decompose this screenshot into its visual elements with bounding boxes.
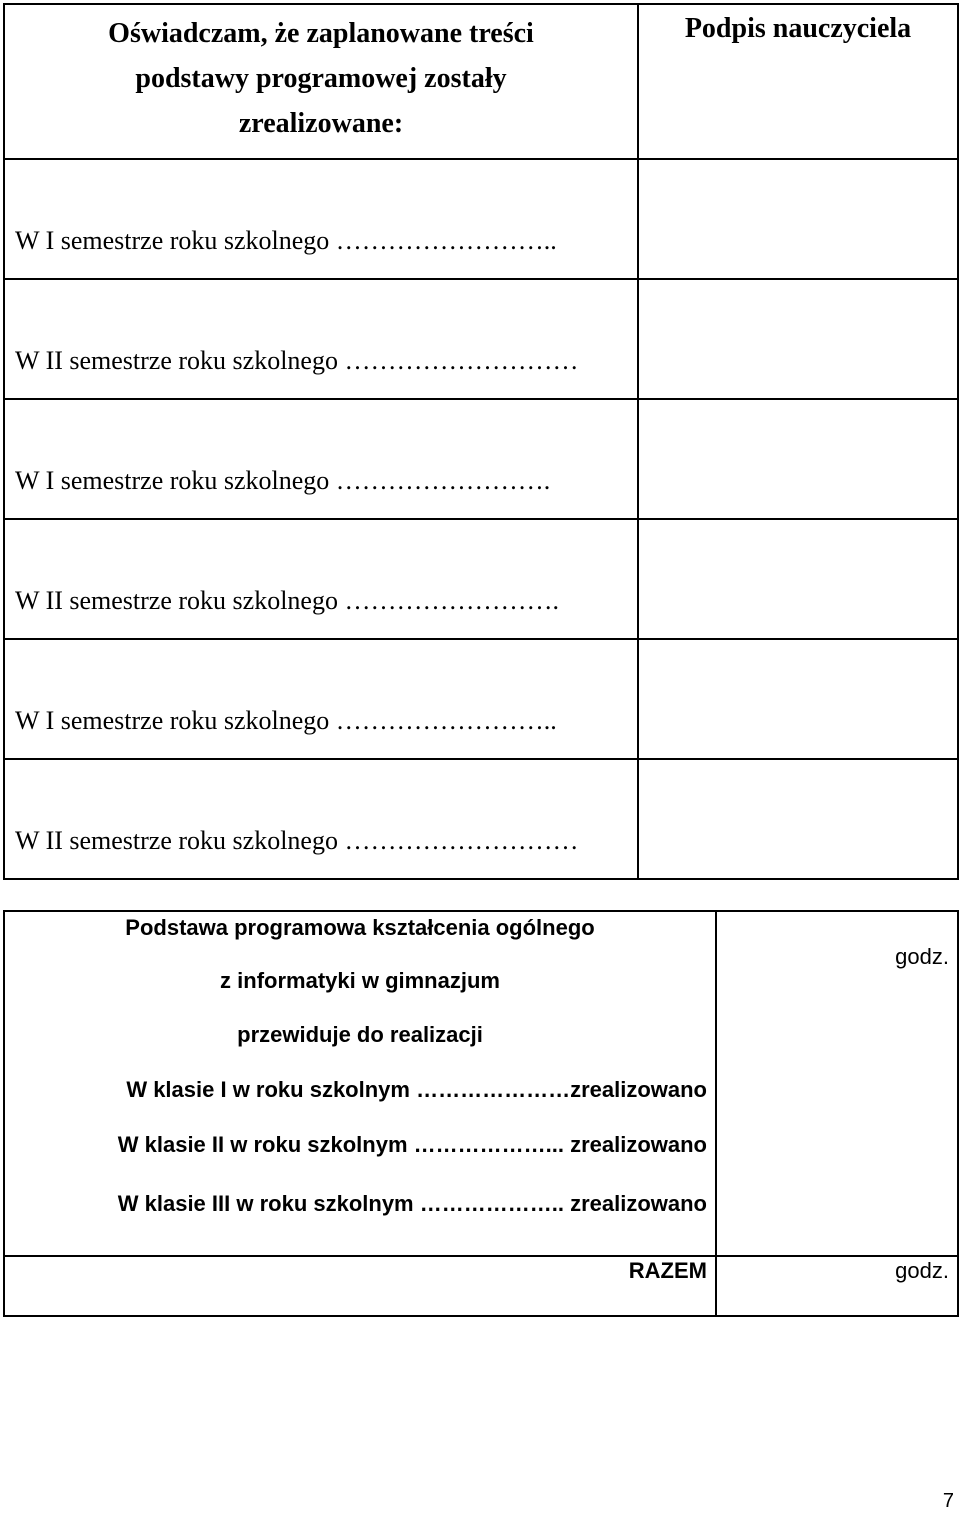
semester-row [3,398,639,520]
curriculum-intro-line: Podstawa programowa kształcenia ogólnego [125,915,595,940]
declaration-header-cell [3,3,639,160]
semester-label: W I semestrze roku szkolnego ……………………. [15,466,551,495]
signature-field[interactable] [637,278,959,400]
semester-label: W II semestrze roku szkolnego ……………………. [15,586,559,615]
declaration-statement [5,11,637,146]
hours-value-cell[interactable] [715,910,959,1257]
total-hours-unit: godz. [895,1258,949,1283]
signature-header-cell [637,3,959,160]
class-hours-line: W klasie III w roku szkolnym ……………….. zrealizowano [117,1191,707,1216]
total-hours-cell[interactable] [715,1255,959,1317]
total-label: RAZEM [628,1258,707,1283]
curriculum-intro-line: przewiduje do realizacji [237,1022,483,1047]
hours-unit: godz. [895,944,949,969]
semester-row [3,518,639,640]
declaration-statement-line: Oświadczam, że zaplanowane treści [108,18,534,49]
signature-field[interactable] [637,638,959,760]
class-hours-line: W klasie I w roku szkolnym …………………zrealizowano [126,1077,707,1102]
signature-field[interactable] [637,398,959,520]
semester-label: W II semestrze roku szkolnego ……………………… [15,826,579,855]
class-hours-line: W klasie II w roku szkolnym ………………... zrealizowano [117,1132,707,1157]
declaration-statement-line: zrealizowane: [238,108,404,139]
declaration-statement-line: podstawy programowej zostały [135,63,507,94]
semester-row [3,758,639,880]
semester-row [3,638,639,760]
semester-row [3,278,639,400]
semester-row [3,158,639,280]
curriculum-intro-line: z informatyki w gimnazjum [220,968,500,993]
signature-header: Podpis nauczyciela [684,13,912,44]
signature-field[interactable] [637,158,959,280]
total-label-cell [3,1255,717,1317]
page-number: 7 [942,1490,954,1512]
signature-field[interactable] [637,518,959,640]
signature-field[interactable] [637,758,959,880]
semester-label: W I semestrze roku szkolnego …………………….. [15,706,557,735]
semester-label: W II semestrze roku szkolnego ……………………… [15,346,579,375]
curriculum-hours-cell [3,910,717,1257]
semester-label: W I semestrze roku szkolnego …………………….. [15,226,557,255]
